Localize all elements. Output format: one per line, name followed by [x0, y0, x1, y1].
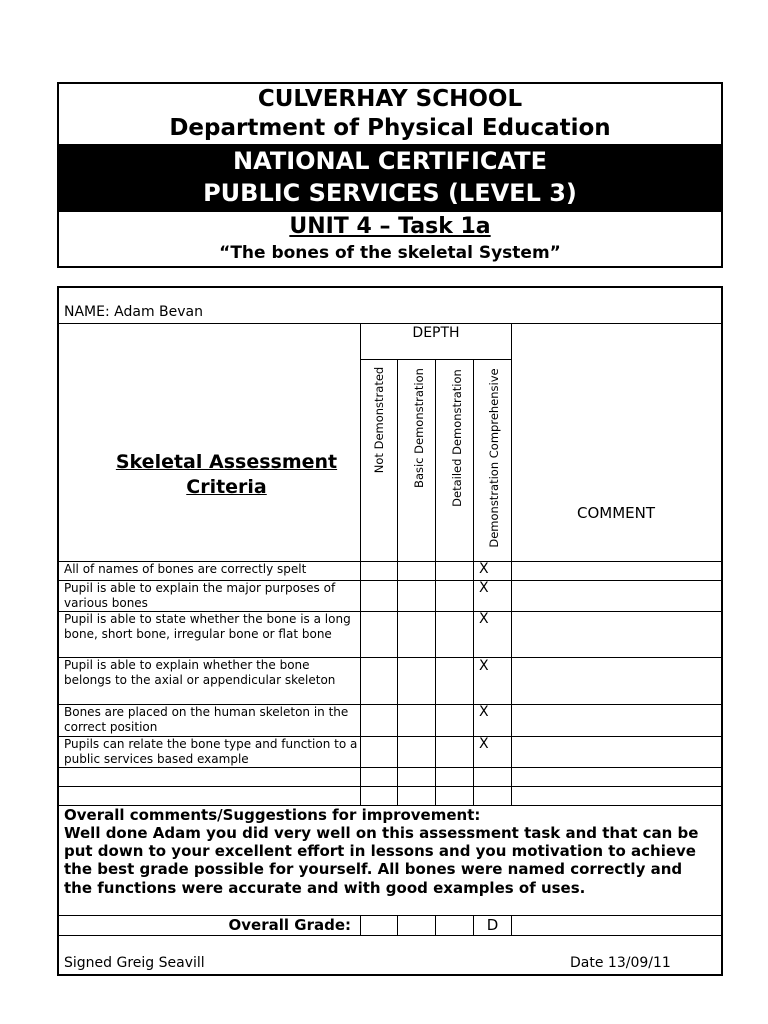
criterion-text: Pupil is able to explain the major purposes of various bones	[64, 581, 336, 610]
criterion-text: Pupils can relate the bone type and function to a public services based example	[64, 737, 358, 766]
certificate-line-1: NATIONAL CERTIFICATE	[233, 147, 547, 175]
grade-divider	[435, 915, 436, 935]
column-divider	[511, 323, 512, 805]
task-subtitle: “The bones of the skeletal System”	[219, 243, 561, 263]
certificate-line-2: PUBLIC SERVICES (LEVEL 3)	[203, 179, 577, 207]
signed-by: Signed Greig Seavill	[64, 955, 205, 971]
depth-column-label: Detailed Demonstration	[450, 369, 464, 507]
criterion-text: All of names of bones are correctly spelt	[64, 562, 307, 576]
overall-comments-label: Overall comments/Suggestions for improvement:	[64, 806, 481, 824]
depth-mark: X	[479, 736, 489, 752]
comment-label: COMMENT	[576, 504, 656, 522]
criterion-text: Pupil is able to state whether the bone is a long bone, short bone, irregular bone or flat bone	[64, 612, 351, 641]
column-divider	[473, 359, 474, 805]
depth-mark: X	[479, 580, 489, 596]
row-divider	[59, 935, 721, 936]
criterion-text: Pupil is able to explain whether the bone belongs to the axial or appendicular skeleton	[64, 658, 336, 687]
school-name: CULVERHAY SCHOOL	[257, 86, 523, 112]
depth-mark: X	[479, 704, 489, 720]
depth-mark: X	[479, 658, 489, 674]
depth-label: DEPTH	[412, 325, 460, 341]
unit-title: UNIT 4 – Task 1a	[289, 214, 491, 239]
date: Date 13/09/11	[570, 955, 671, 971]
criteria-title-line-1: Skeletal Assessment	[115, 451, 338, 473]
depth-column-label: Not Demonstrated	[372, 366, 386, 474]
department-name: Department of Physical Education	[169, 115, 611, 141]
student-name: NAME: Adam Bevan	[64, 304, 203, 320]
depth-mark: X	[479, 561, 489, 577]
depth-column-label: Demonstration Comprehensive	[487, 368, 501, 548]
column-divider	[397, 359, 398, 805]
grade-divider	[397, 915, 398, 935]
depth-mark: X	[479, 611, 489, 627]
criterion-text: Bones are placed on the human skeleton in the correct position	[64, 705, 349, 734]
overall-grade-label: Overall Grade:	[228, 916, 351, 934]
row-divider	[59, 767, 721, 768]
overall-grade-value: D	[486, 916, 499, 934]
grade-divider	[360, 915, 361, 935]
overall-comments-text: Well done Adam you did very well on this assessment task and that can be put down to your excellent effort in lessons and you motivation to achieve the best grade possible for yourself. All bones were named correctly and the functions were accurate and with good examples of uses.	[64, 824, 699, 897]
column-divider	[435, 359, 436, 805]
column-divider	[360, 323, 361, 805]
grade-divider	[511, 915, 512, 935]
depth-column-label: Basic Demonstration	[412, 368, 426, 488]
row-divider	[59, 786, 721, 787]
criteria-title-line-2: Criteria	[186, 476, 267, 498]
